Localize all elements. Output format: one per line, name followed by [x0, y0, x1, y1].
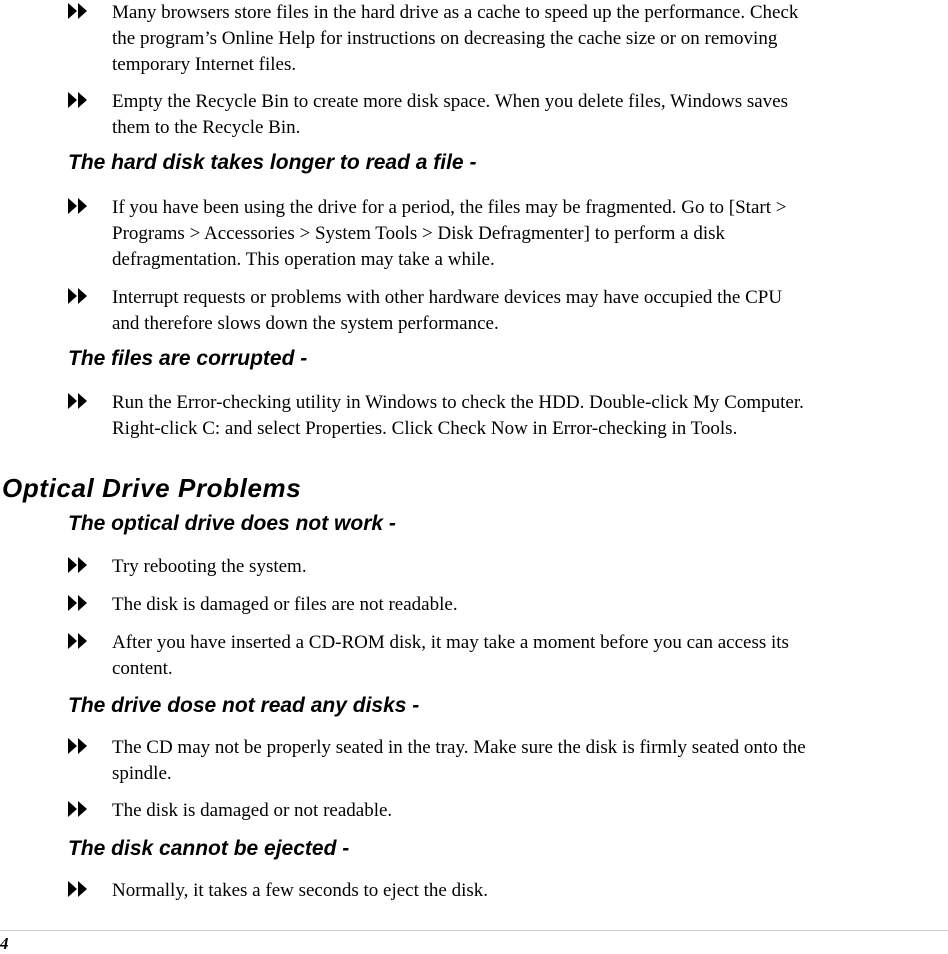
double-arrow-bullet-icon [68, 3, 92, 19]
double-arrow-bullet-icon [68, 288, 92, 304]
bullet-text: The CD may not be properly seated in the tray. Make sure the disk is firmly seated onto the spindle. [112, 737, 806, 784]
double-arrow-bullet-icon [68, 801, 92, 817]
bullet-text: Many browsers store files in the hard drive as a cache to speed up the performance. Check the program’s Online Help for instructions on decreasing the cache size or on removing temporary Internet files. [112, 2, 799, 75]
subsection-heading: The disk cannot be ejected - [68, 837, 350, 860]
subsection-heading: The optical drive does not work - [68, 512, 396, 535]
bullet-text: Normally, it takes a few seconds to eject the disk. [112, 880, 489, 901]
subsection-heading: The hard disk takes longer to read a file - [68, 151, 477, 174]
double-arrow-bullet-icon [68, 881, 92, 897]
bullet-text: The disk is damaged or not readable. [112, 800, 393, 821]
double-arrow-bullet-icon [68, 738, 92, 754]
bullet-text: Interrupt requests or problems with other hardware devices may have occupied the CPU and therefore slows down the system performance. [112, 287, 783, 334]
bullet-text: Empty the Recycle Bin to create more disk space. When you delete files, Windows saves them to the Recycle Bin. [112, 91, 789, 138]
double-arrow-bullet-icon [68, 393, 92, 409]
bullet-text: Try rebooting the system. [112, 556, 307, 577]
double-arrow-bullet-icon [68, 633, 92, 649]
page-number: 4 [0, 934, 9, 953]
subsection-heading: The drive dose not read any disks - [68, 694, 420, 717]
bullet-text: Run the Error-checking utility in Windows to check the HDD. Double-click My Computer. Right-click C: and select Properties. Click Check Now in Error-checking in Tools. [112, 392, 804, 439]
footer-divider [0, 930, 948, 931]
subsection-heading: The files are corrupted - [68, 347, 308, 370]
double-arrow-bullet-icon [68, 595, 92, 611]
bullet-text: The disk is damaged or files are not readable. [112, 594, 458, 615]
double-arrow-bullet-icon [68, 557, 92, 573]
double-arrow-bullet-icon [68, 92, 92, 108]
bullet-text: If you have been using the drive for a period, the files may be fragmented. Go to [Start > Programs > Accessories > System Tools > Disk Defragmenter] to perform a disk defragmentation. This operation may take a while. [112, 197, 787, 270]
double-arrow-bullet-icon [68, 198, 92, 214]
bullet-text: After you have inserted a CD-ROM disk, it may take a moment before you can access its content. [112, 632, 789, 679]
section-title: Optical Drive Problems [2, 473, 302, 503]
